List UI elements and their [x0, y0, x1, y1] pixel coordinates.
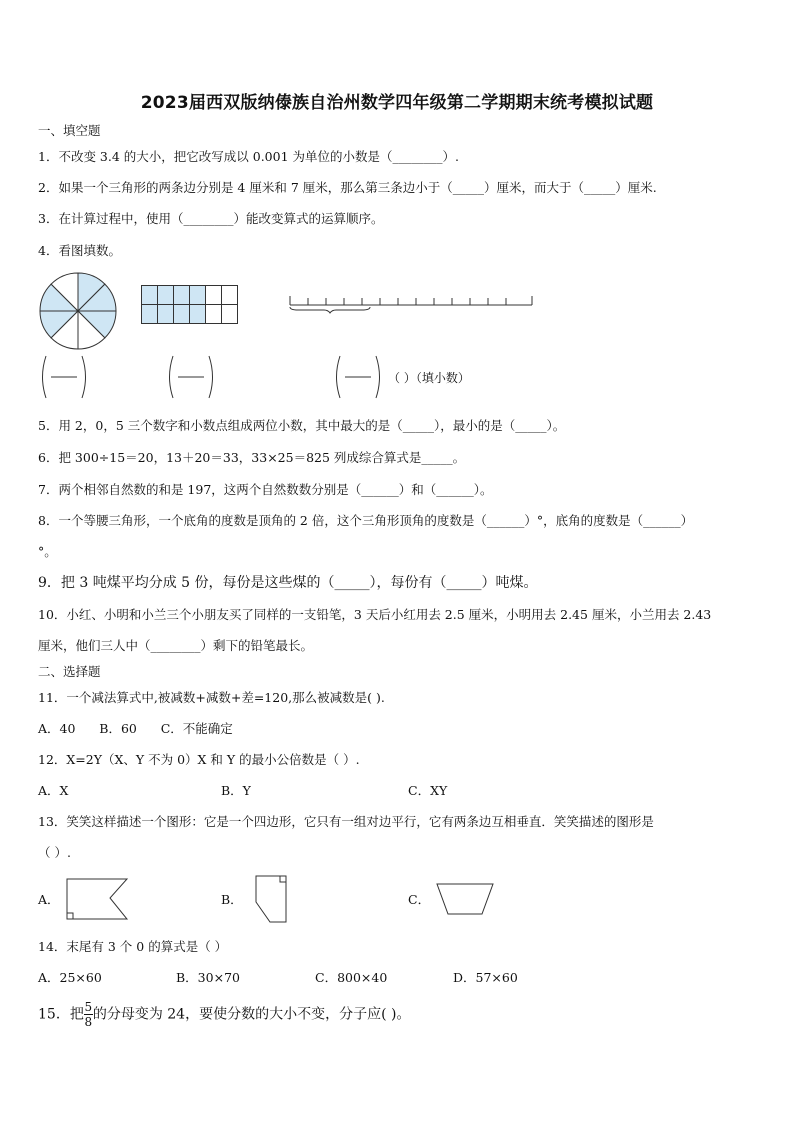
shape-option-b-figure	[252, 872, 292, 926]
question-14-option-d: D．57×60	[453, 970, 518, 985]
fraction-five-eighths	[84, 1001, 93, 1028]
question-9: 9．把 3 吨煤平均分成 5 份，每份是这些煤的（_____），每份有（_____）吨煤。	[38, 575, 538, 591]
number-line-figure	[288, 293, 534, 315]
shape-option-a-figure	[64, 876, 132, 922]
question-15-prefix: 15．把	[38, 1006, 84, 1023]
page-title: 2023届西双版纳傣族自治州数学四年级第二学期期末统考模拟试题	[140, 93, 654, 113]
question-12-option-b: B．Y	[221, 783, 251, 798]
question-8-line-2: °。	[38, 544, 57, 559]
question-11-options: A．40 B．60 C．不能确定	[38, 721, 233, 736]
question-13-option-a: A．	[38, 892, 60, 907]
question-3: 3．在计算过程中，使用（________）能改变算式的运算顺序。	[38, 211, 384, 226]
question-15	[38, 1001, 410, 1028]
fraction-denominator: 8	[84, 1015, 93, 1029]
shape-option-c-figure	[434, 880, 496, 918]
circle-fraction-figure	[38, 271, 118, 351]
answer-bracket-2	[165, 354, 217, 400]
fraction-numerator: 5	[84, 1000, 93, 1014]
question-13-line-1: 13．笑笑这样描述一个图形：它是一个四边形，它只有一组对边平行，它有两条边互相垂直．笑笑描述的图形是	[38, 814, 654, 829]
question-10-line-2: 厘米，他们三人中（________）剩下的铅笔最长。	[38, 638, 314, 653]
question-11: 11．一个减法算式中,被减数+减数+差=120,那么被减数是( ).	[38, 690, 385, 705]
section-fill-in: 一、填空题	[38, 123, 101, 138]
answer-bracket-1	[38, 354, 90, 400]
answer-bracket-3	[332, 354, 384, 400]
section-multiple-choice: 二、选择题	[38, 664, 101, 679]
question-2: 2．如果一个三角形的两条边分别是 4 厘米和 7 厘米，那么第三条边小于（_____）厘米，而大于（_____）厘米.	[38, 180, 657, 195]
question-8-line-1: 8．一个等腰三角形，一个底角的度数是顶角的 2 倍，这个三角形顶角的度数是（______）°，底角的度数是（______）	[38, 513, 694, 528]
grid-fraction-figure	[141, 285, 239, 325]
question-7: 7．两个相邻自然数的和是 197，这两个自然数数分别是（______）和（______）。	[38, 482, 493, 497]
question-13-option-c: C．	[408, 892, 431, 907]
question-14: 14．末尾有 3 个 0 的算式是（ ）	[38, 939, 228, 954]
question-5: 5．用 2，0，5 三个数字和小数点组成两位小数，其中最大的是（_____），最小的是（_____）。	[38, 418, 566, 433]
question-1: 1．不改变 3.4 的大小，把它改写成以 0.001 为单位的小数是（________）.	[38, 149, 459, 164]
question-15-suffix: 的分母变为 24，要使分数的大小不变，分子应( )。	[92, 1006, 411, 1023]
question-10-line-1: 10．小红、小明和小兰三个小朋友买了同样的一支铅笔，3 天后小红用去 2.5 厘米，小明用去 2.45 厘米，小兰用去 2.43	[38, 607, 712, 622]
question-14-option-a: A．25×60	[38, 970, 102, 985]
question-14-option-b: B．30×70	[176, 970, 240, 985]
question-12-option-c: C．XY	[408, 783, 448, 798]
question-4: 4．看图填数。	[38, 243, 121, 258]
question-6: 6．把 300÷15＝20，13＋20＝33，33×25＝825 列成综合算式是_____。	[38, 450, 466, 465]
question-13-option-b: B．	[221, 892, 243, 907]
question-14-option-c: C．800×40	[315, 970, 388, 985]
question-12: 12．X=2Y（X、Y 不为 0）X 和 Y 的最小公倍数是（ ）.	[38, 752, 360, 767]
question-4-decimal-blank: （ ）（填小数）	[388, 371, 470, 385]
question-13-line-2: （ ）.	[38, 845, 71, 860]
question-12-option-a: A．X	[38, 783, 69, 798]
